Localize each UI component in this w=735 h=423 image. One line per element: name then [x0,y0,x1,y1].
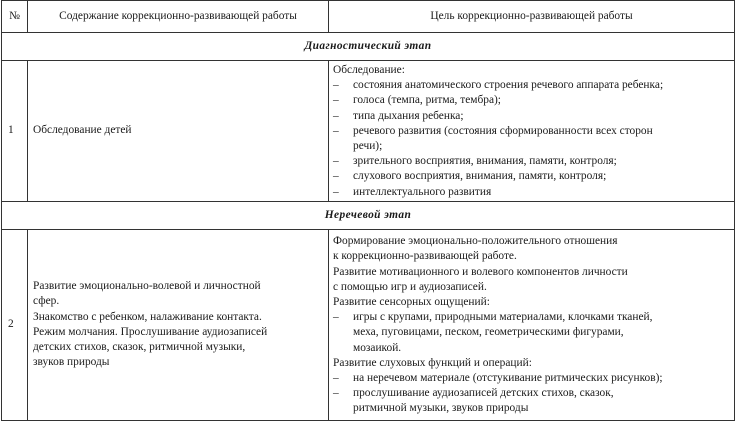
row-content [28,229,329,420]
table-row [2,61,735,202]
list-item [333,169,730,184]
list-item [333,371,730,386]
header-content: Содержание коррекционно-развивающей работы [28,1,329,33]
list-item-text [353,371,730,386]
text-line: слухового восприятия, внимания, памяти, контроля; [353,170,607,183]
text-line: речи); [353,140,383,153]
row-number: 1 [2,61,28,202]
dash-bullet: – [333,94,339,107]
list-item-text [353,169,730,184]
goal-paragraph-hearing: Развитие слуховых функций и операций: [333,356,532,369]
row-content: Обследование детей [28,61,329,202]
dash-bullet: – [333,387,339,400]
list-item-text [353,185,730,200]
text-line: типа дыхания ребенка; [353,109,464,122]
goal-paragraph-sensory: Развитие сенсорных ощущений: [333,295,490,308]
goal-paragraph-attitude [333,234,730,264]
text-line: Знакомство с ребенком, налаживание контакта. [33,310,262,323]
text-line: с помощью игр и аудиозаписей. [333,280,487,293]
dash-bullet: – [333,371,339,384]
dash-bullet: – [333,124,339,137]
stage-nonverbal-title: Неречевой этап [2,201,735,229]
examination-list [333,78,730,200]
text-line: звуков природы [33,356,110,369]
list-item [333,154,730,169]
text-line: ритмичной музыки, звуков природы [353,402,529,415]
goal-heading: Обследование: [333,64,405,76]
text-line: состояния анатомического строения речевого аппарата ребенка; [353,79,664,92]
text-line: игры с крупами, природными материалами, клочками тканей, [353,311,653,324]
header-goal: Цель коррекционно-развивающей работы [329,1,735,33]
dash-bullet: – [333,311,339,324]
list-item-text [353,93,730,108]
stage-diagnostic-title: Диагностический этап [2,33,735,61]
dash-bullet: – [333,155,339,168]
list-item-text [353,109,730,124]
text-line: прослушивание аудиозаписей детских стихов, сказок, [353,387,614,400]
text-line: меха, пуговицами, песком, геометрическими фигурами, [353,326,624,339]
text-line: голоса (темпа, ритма, тембра); [353,94,501,107]
header-number: № [2,1,28,33]
list-item [333,124,730,154]
dash-bullet: – [333,109,339,122]
list-item [333,93,730,108]
dash-bullet: – [333,79,339,92]
stage-diagnostic-row [2,33,735,61]
text-line: Развитие мотивационного и волевого компонентов личности [333,265,628,278]
goal-paragraph-motivation [333,265,730,295]
text-line: сфер. [33,295,60,308]
stage-nonverbal-row [2,201,735,229]
text-line: мозаикой. [353,341,402,354]
correction-work-table [1,0,735,421]
table-row [2,229,735,420]
list-item [333,386,730,416]
hearing-list [333,371,730,417]
list-item-text [353,310,730,356]
text-line: интеллектуального развития [353,185,492,198]
text-line: зрительного восприятия, внимания, памяти, контроля; [353,155,617,168]
text-line: к коррекционно-развивающей работе. [333,250,517,263]
text-line: Развитие эмоционально-волевой и личностной [33,280,261,293]
row-number: 2 [2,229,28,420]
text-line: речевого развития (состояния сформированности всех сторон [353,124,653,137]
dash-bullet: – [333,170,339,183]
list-item [333,185,730,200]
row-goal [329,229,735,420]
list-item-text [353,154,730,169]
text-line: Формирование эмоционально-положительного отношения [333,235,618,248]
content-lines [33,279,324,370]
list-item [333,78,730,93]
row-goal [329,61,735,202]
sensory-list [333,310,730,356]
text-line: Режим молчания. Прослушивание аудиозаписей [33,325,268,338]
text-line: детских стихов, сказок, ритмичной музыки, [33,341,246,354]
dash-bullet: – [333,185,339,198]
list-item-text [353,124,730,154]
list-item [333,109,730,124]
text-line: на неречевом материале (отстукивание ритмических рисунков); [353,371,663,384]
list-item [333,310,730,356]
list-item-text [353,78,730,93]
list-item-text [353,386,730,416]
header-row [2,1,735,33]
